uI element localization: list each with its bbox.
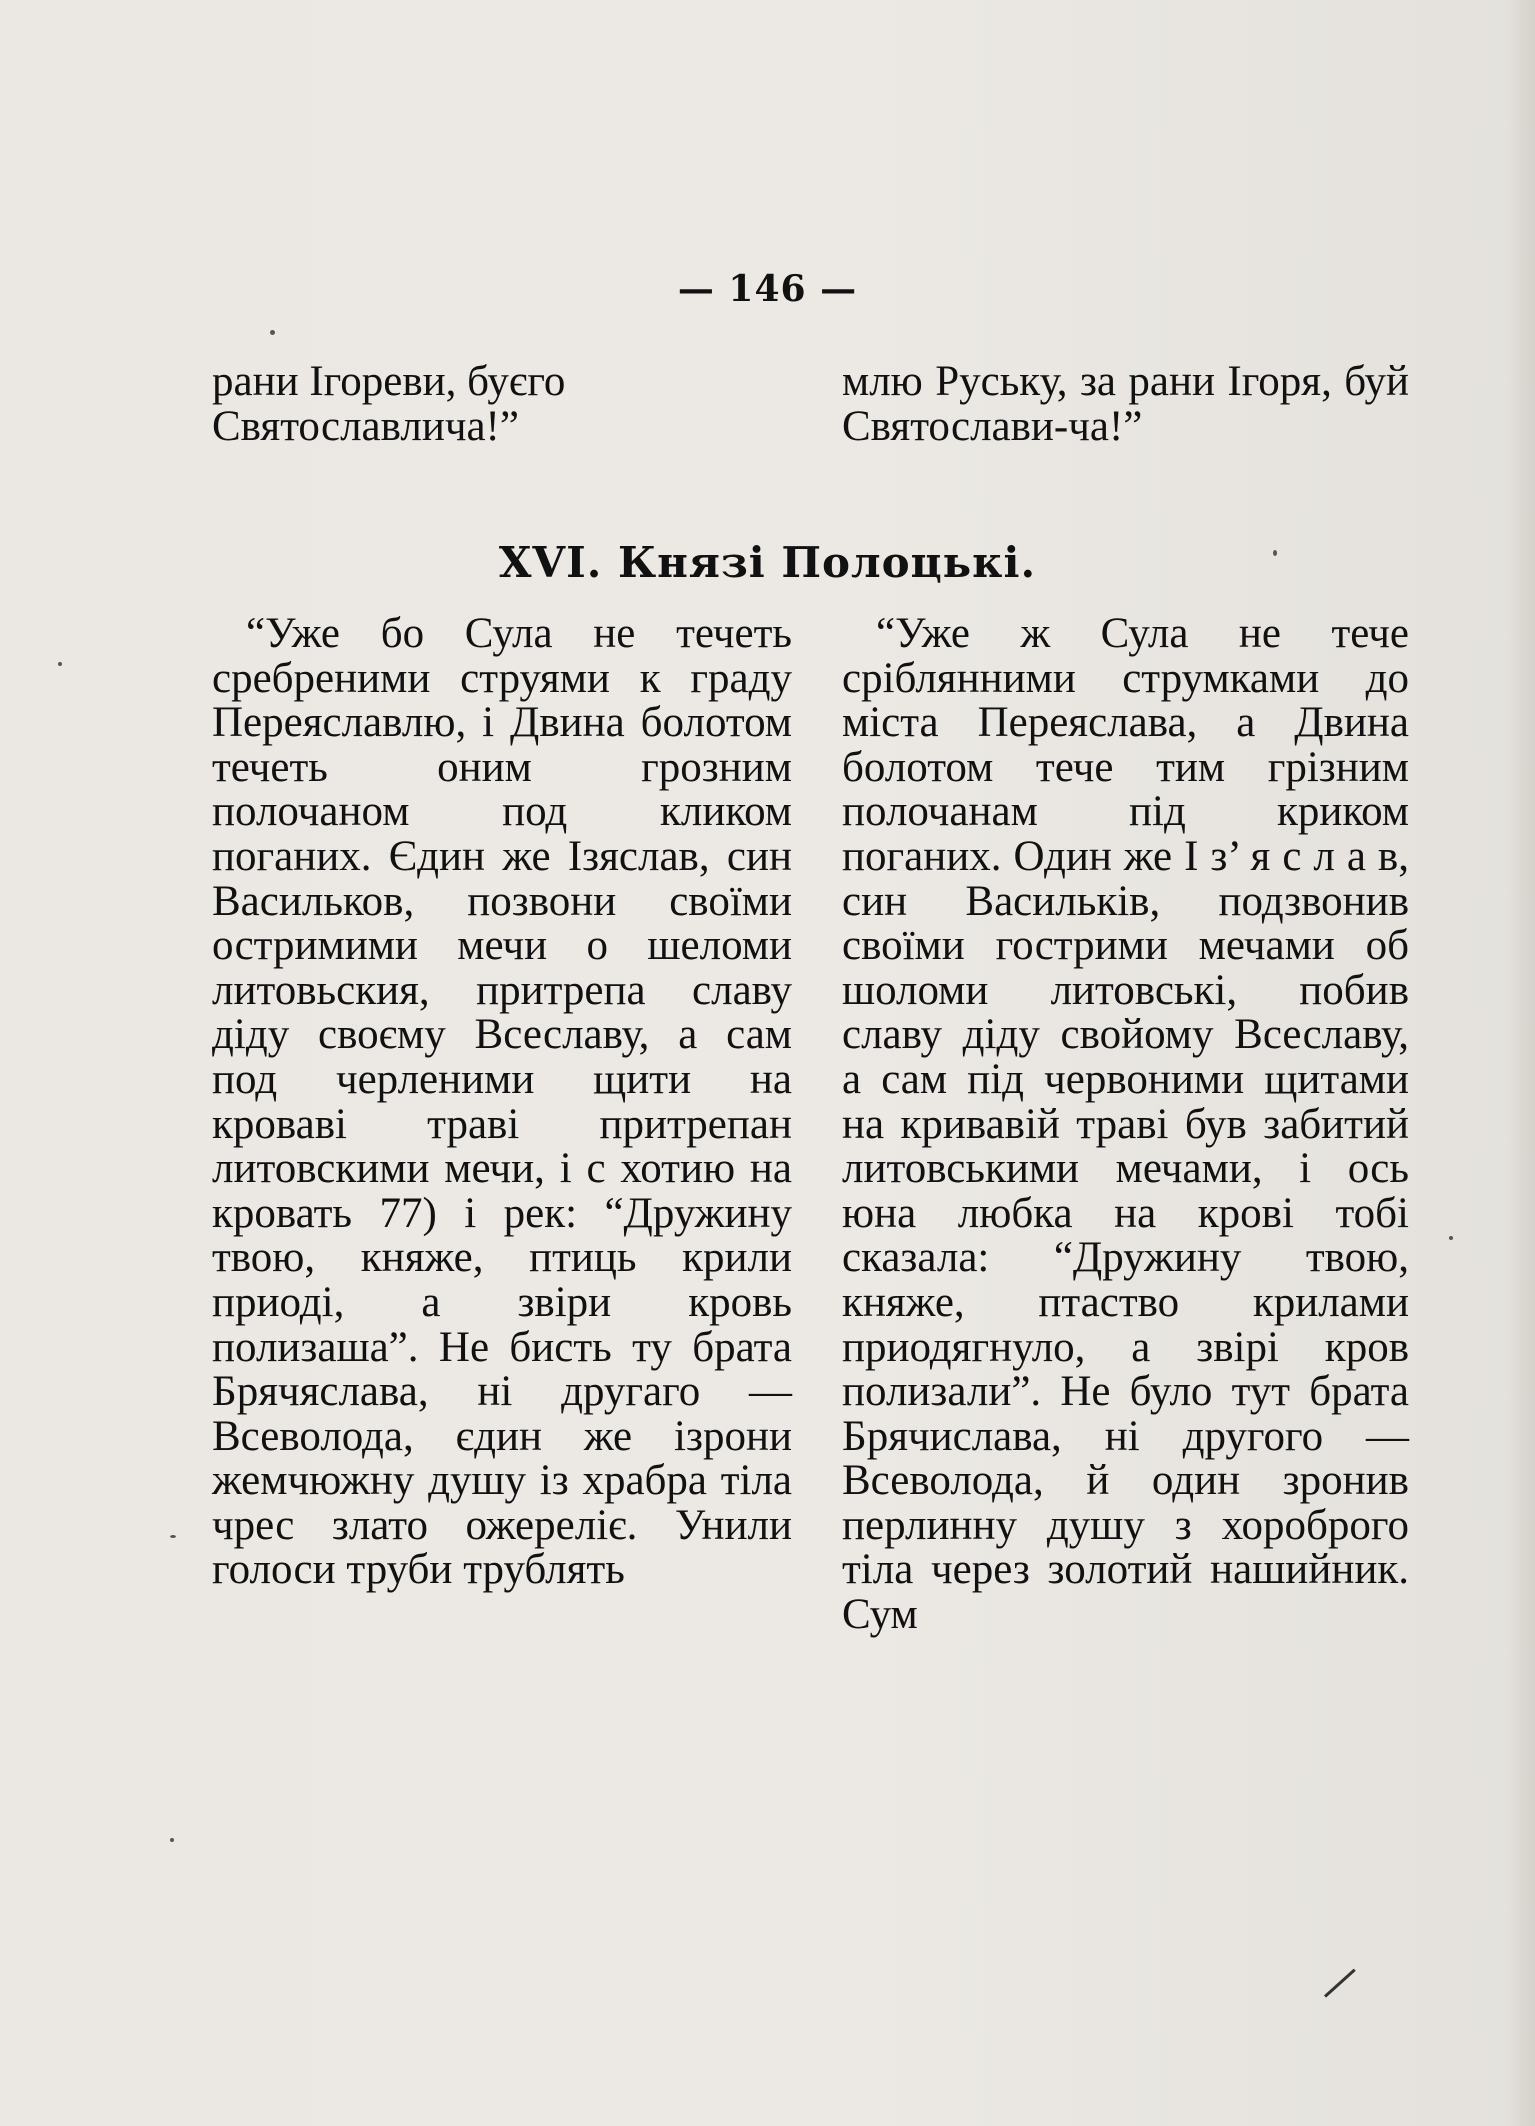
paper-speck — [58, 662, 62, 666]
paper-speck — [270, 330, 275, 335]
original-text-paragraph: “Уже бо Сула не течеть сребреними струями к граду Переяславлю, і Двина болотом течеть оним грозним полочаном под кликом поганих. Єдин же Ізяслав, син Васильков, позвони своїми остримими мечи о шеломи литовьския, притрепа славу діду своєму Всеславу, а сам под черленими щити на кроваві траві притрепан литовскими мечи, і с хотию на кровать 77) і рек: “Дружину твою, княже, птиць крили приоді, а звіри кровь полизаша”. Не бисть ту брата Брячяслава, ні другаго — Всеволода, єдин же ізрони жемчюжну душу із храбра тіла чрес злато ожереліє. Унили голоси труби трублять — [212, 610, 792, 1594]
paper-speck — [170, 1838, 174, 1842]
section-heading: XVI. Князі Полоцькі. — [498, 538, 1037, 587]
translation-text-column — [842, 612, 1409, 1638]
paper-speck — [170, 1535, 176, 1538]
continuation-right-text: млю Руську, за рани Ігоря, буй Святослави-ча!” — [842, 358, 1409, 450]
paper-speck — [1449, 1236, 1453, 1240]
continuation-left-text: рани Ігореви, буєго Святославлича!” — [212, 358, 566, 450]
paper-speck — [1273, 550, 1277, 556]
continuation-left-column — [212, 360, 792, 449]
pencil-mark — [1324, 1969, 1356, 1998]
continuation-right-column — [842, 360, 1409, 449]
original-text-column — [212, 612, 792, 1593]
translation-text-paragraph: “Уже ж Сула не тече сріблянними струмками до міста Переяслава, а Двина болотом тече тим грізним полочанам під криком поганих. Один же І з’ я с л а в, син Васильків, подзвонив своїми гострими мечами об шоломи литовські, побив славу діду свойому Всеславу, а сам під червоними щитами на кривавій траві був забитий литовськими мечами, і ось юна любка на крові тобі сказала: “Дружину твою, княже, птаство крилами приодягнуло, а звірі кров полизали”. Не було тут брата Брячислава, ні другого — Всеволода, й один зронив перлинну душу з хороброго тіла через золотий нашийник. Сум — [842, 610, 1409, 1639]
page-edge-shadow — [1507, 0, 1535, 2126]
page-number: — 146 — — [677, 268, 858, 310]
